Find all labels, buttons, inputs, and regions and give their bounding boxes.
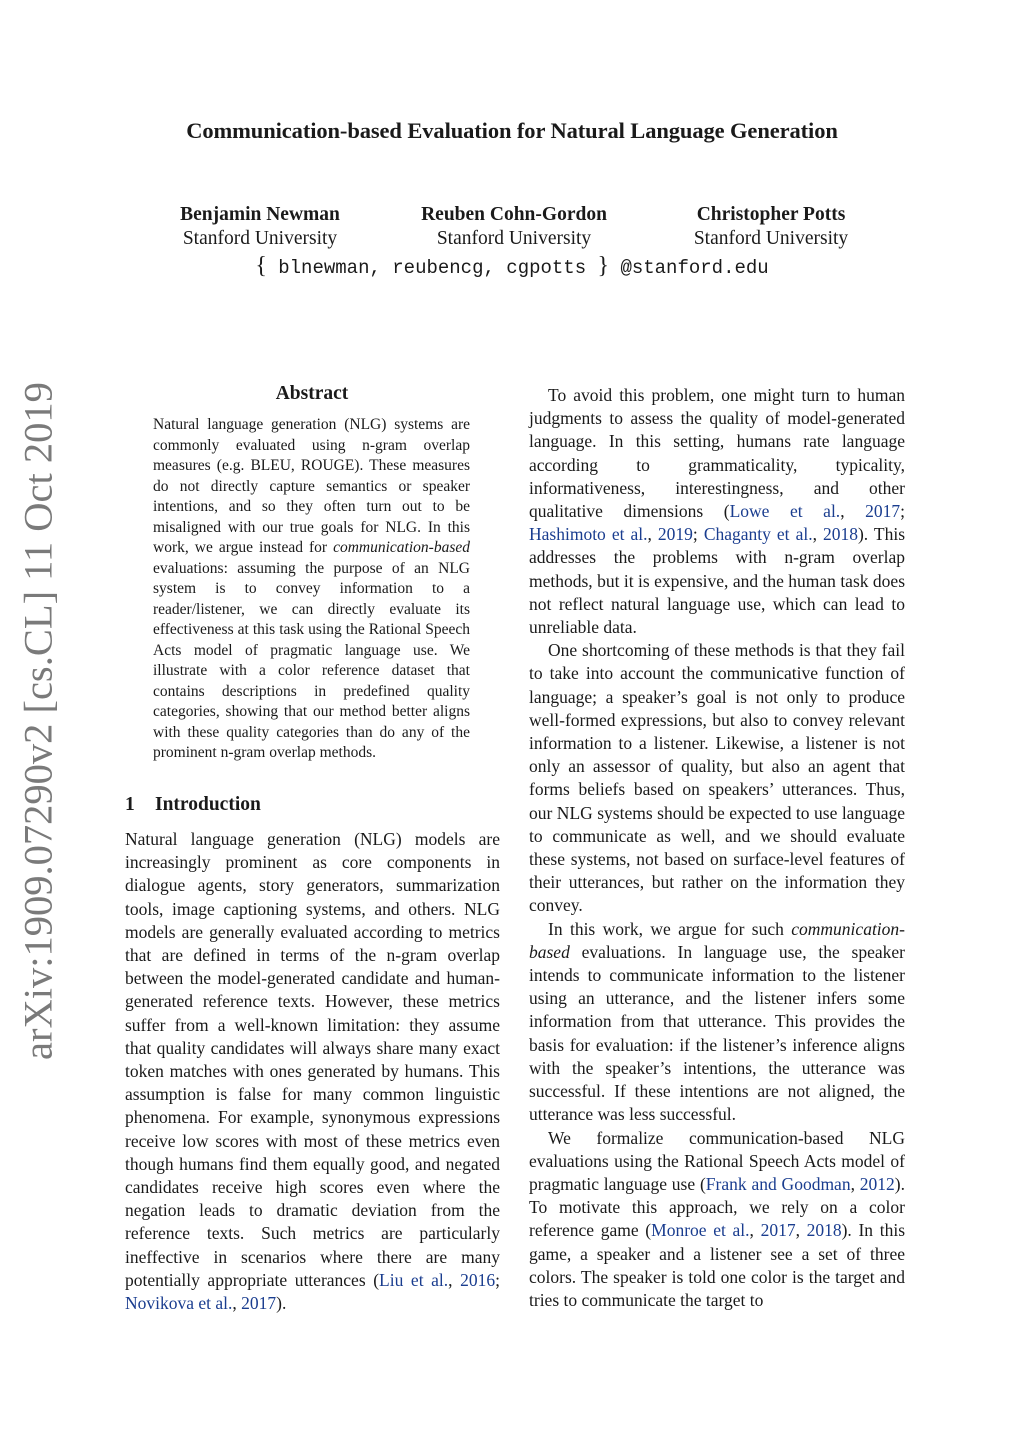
arxiv-stamp: arXiv:1909.07290v2 [cs.CL] 11 Oct 2019 [15, 382, 61, 1060]
author-affiliation: Stanford University [182, 228, 338, 249]
author-affiliation: Stanford University [693, 228, 849, 249]
email-users: blnewman, reubencg, cgpotts [278, 257, 587, 279]
paragraph-emphasis: communication-based [529, 918, 905, 962]
intro-paragraph-2: To avoid this problem, one might turn to human judgments to assess the quality of model-generated language. In this setting, humans rate language according to grammaticality, typicality, informativeness, interestingness, and other qualitative dimensions (Lowe et al., 2017; Hashimoto et al., 2019; Chaganty et al., 2018). This addresses the problems with n-gram overlap methods, but it is expensive, and the human task does not reflect natural language use, which can lead to unreliable data. [529, 385, 906, 638]
paragraph-text: ). This addresses the problems with n-gram overlap methods, but it is expensive, and the human task does not reflect natural language use, which can lead to unreliable data. [529, 524, 906, 638]
abstract-emphasis: communication-based [333, 539, 470, 556]
author-name: Benjamin Newman [180, 204, 340, 225]
citation-year-link[interactable]: 2017 [760, 1220, 796, 1241]
email-domain: @stanford.edu [620, 257, 769, 279]
citation-year-link[interactable]: 2018 [822, 524, 858, 545]
section-title: Introduction [155, 794, 261, 815]
right-column [529, 384, 905, 1312]
paragraph-text: To avoid this problem, one might turn to human judgments to assess the quality of model-generated language. In this setting, humans rate language according to grammaticality, typicality, informativeness, interestingness, and other qualitative dimensions ( [529, 385, 905, 522]
citation-link[interactable]: Hashimoto et al. [529, 524, 648, 545]
paragraph-text: We formalize communication-based NLG evaluations using the Rational Speech Acts model of pragmatic language use ( [529, 1127, 905, 1194]
intro-paragraph-4 [529, 918, 905, 1127]
paragraph-text: In this work, we argue for such [548, 918, 792, 939]
author-2 [384, 203, 644, 251]
author-3 [641, 203, 901, 251]
citation-link[interactable]: Chaganty et al. [703, 524, 813, 545]
intro-paragraph-3: One shortcoming of these methods is that they fail to take into account the communicative function of language; a speaker’s goal is not only to produce well-formed expressions, but also to convey relevant information to a listener. Likewise, a listener is not only an assessor of quality, but also an agent that forms beliefs based on speakers’ utterances. Thus, our NLG systems should be expected to use language to communicate as well, and we should evaluate these systems, not based on surface-level features of their utterances, but rather on the information they convey. [529, 640, 905, 916]
paragraph-text: ). To motivate this approach, we rely on a color reference game ( [529, 1173, 905, 1241]
paragraph-text: Natural language generation (NLG) models are increasingly prominent as core components in dialogue agents, story generators, summarization tools, image captioning systems, and others. NLG models are generally evaluated according to metrics that are defined in terms of the n-gram overlap between the model-generated candidate and human-generated reference texts. However, these metrics suffer from a well-known limitation: they assume that quality candidates will always share many exact token matches with ones generated by humans. This assumption is false for many common linguistic phenomena. For example, synonymous expressions receive low scores with most of these metrics even though humans find them equally good, and negated candidates receive high scores even where the negation leads to dramatic deviation from the reference texts. Such metrics are particularly ineffective in scenarios where there are many potentially appropriate utterances ( [125, 829, 500, 1290]
citation-link[interactable]: Novikova et al. [125, 1293, 233, 1314]
citation-link[interactable]: Monroe et al. [651, 1220, 750, 1241]
citation-year-link[interactable]: 2017 [865, 501, 901, 522]
paper-title: Communication-based Evaluation for Natural Language Generation [186, 118, 838, 143]
intro-paragraph-1: Natural language generation (NLG) models are increasingly prominent as core components in dialogue agents, story generators, summarization tools, image captioning systems, and others. NLG models are generally evaluated according to metrics that are defined in terms of the n-gram overlap between the model-generated candidate and human-generated reference texts. However, these metrics suffer from a well-known limitation: they assume that quality candidates will always share many exact token matches with ones generated by humans. This assumption is false for many common linguistic phenomena. For example, synonymous expressions receive low scores with most of these metrics even though humans find them equally good, and negated candidates receive high scores even where the negation leads to dramatic deviation from the reference texts. Such metrics are particularly ineffective in scenarios where there are many potentially appropriate utterances (Liu et al., 2016; Novikova et al., 2017). [125, 829, 500, 1314]
citation-link[interactable]: Frank and Goodman [705, 1173, 851, 1194]
citation-year-link[interactable]: 2012 [859, 1173, 895, 1194]
left-column [125, 828, 500, 1315]
citation-year-link[interactable]: 2016 [460, 1269, 496, 1290]
author-1 [130, 203, 390, 251]
citation-year-link[interactable]: 2017 [241, 1293, 277, 1314]
citation-year-link[interactable]: 2019 [657, 524, 693, 545]
email-open-brace: { [255, 253, 267, 279]
arxiv-stamp-area [8, 382, 68, 1060]
section-number: 1 [125, 794, 135, 815]
author-name: Reuben Cohn-Gordon [421, 204, 607, 225]
author-name: Christopher Potts [696, 204, 846, 225]
abstract-heading: Abstract [275, 383, 349, 404]
intro-paragraph-5: We formalize communication-based NLG evaluations using the Rational Speech Acts model of pragmatic language use (Frank and Goodman, 2012). To motivate this approach, we rely on a color reference game (Monroe et al., 2017, 2018). In this game, a speaker and a listener see a set of three colors. The speaker is told one color is the target and tries to communicate the target to [529, 1127, 906, 1310]
paragraph-text: ). In this game, a speaker and a listener see a set of three colors. The speaker is told one color is the target and tries to communicate the target to [529, 1220, 906, 1310]
citation-link[interactable]: Lowe et al. [729, 501, 841, 522]
author-affiliation: Stanford University [436, 228, 592, 249]
author-emails [0, 253, 1024, 280]
abstract-body [153, 415, 470, 764]
section-heading-introduction [125, 794, 261, 816]
abstract-text: Natural language generation (NLG) systems are commonly evaluated using n-gram overlap measures (e.g. BLEU, ROUGE). These measures do not directly capture semantics or speaker intentions, and so they often turn out to be misaligned with our true goals for NLG. In this work, we argue instead for [153, 416, 470, 556]
abstract-text: evaluations: assuming the purpose of an NLG system is to convey information to a reader/listener, we can directly evaluate its effectiveness at this task using the Rational Speech Acts model of pragmatic language use. We illustrate with a color reference dataset that contains descriptions in predefined quality categories, showing that our method better aligns with these quality categories than do any of the prominent n-gram overlap methods. [153, 559, 470, 761]
citation-link[interactable]: Liu et al. [379, 1269, 449, 1290]
email-close-brace: } [597, 253, 610, 279]
citation-year-link[interactable]: 2018 [806, 1220, 842, 1241]
paragraph-text: evaluations. In language use, the speaker intends to communicate information to the listener using an utterance, and the listener infers some information from that utterance. This provides the basis for evaluation: if the listener’s inference aligns with the speaker’s intentions, the utterance was successful. If these intentions are not aligned, the utterance was less successful. [529, 941, 905, 1125]
paragraph-text: ). [276, 1293, 287, 1314]
